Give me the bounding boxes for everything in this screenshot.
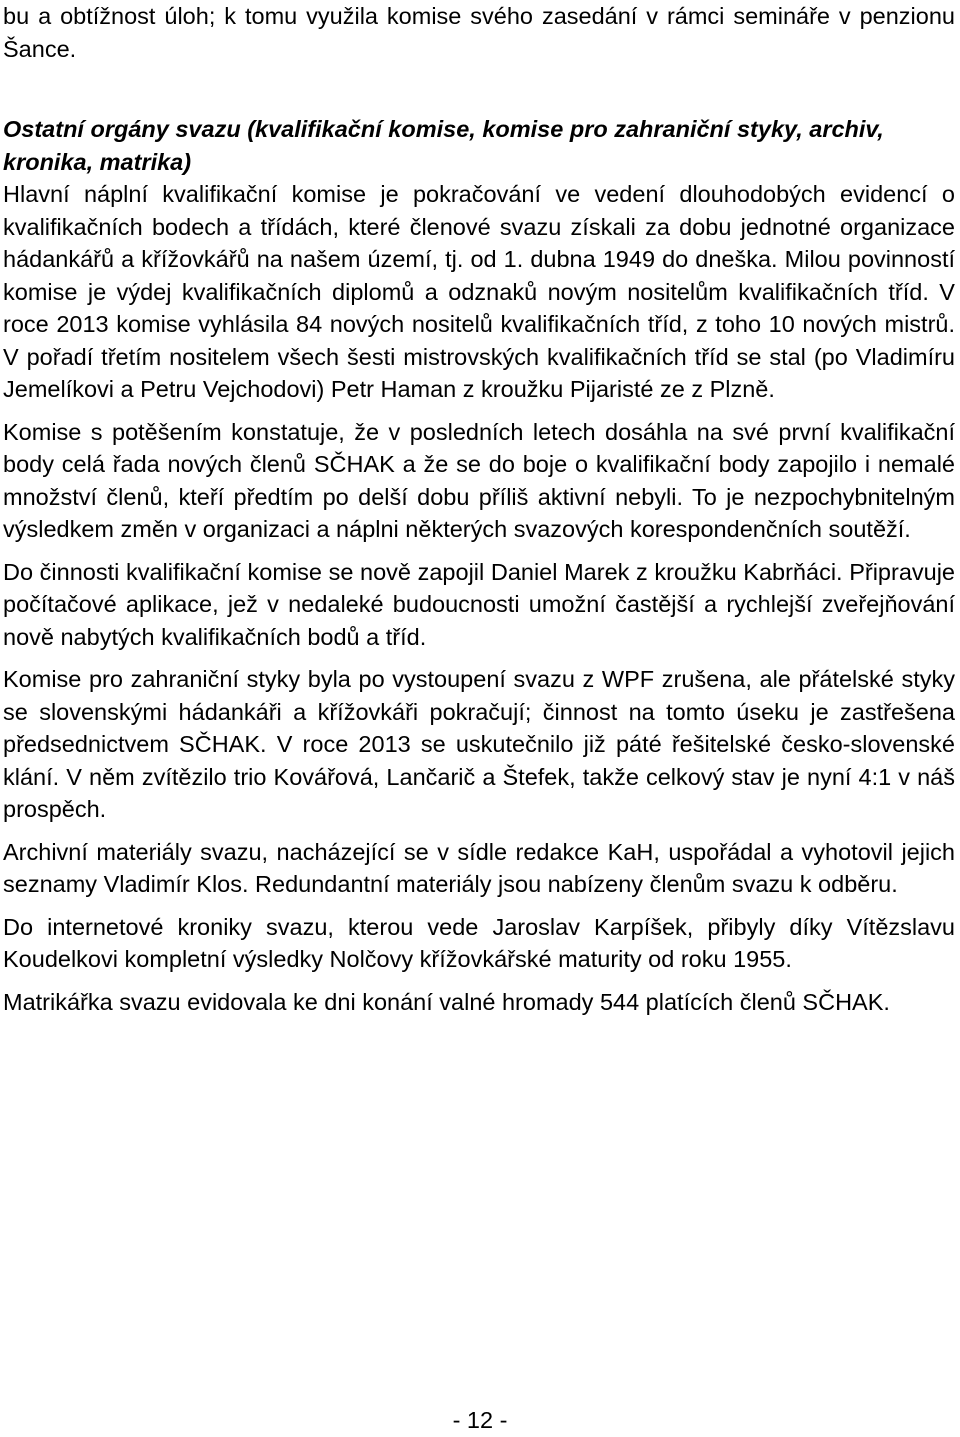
intro-paragraph-tail: bu a obtížnost úloh; k tomu využila komise svého zasedání v rámci semináře v penzionu Šance. [3, 3, 955, 62]
paragraph-daniel-marek: Do činnosti kvalifikační komise se nově zapojil Daniel Marek z kroužku Kabrňáci. Připravuje počítačové aplikace, jež v nedaleké budoucnosti umožní častější a rychlejší zveřejňování nově nabytých kvalifikačních bodů a tříd. [3, 558, 955, 650]
document-page [3, 0, 955, 1018]
paragraph-qualification-commission: Hlavní náplní kvalifikační komise je pokračování ve vedení dlouhodobých evidencí o kvalifikačních bodech a třídách, které členové svazu získali za dobu jednotné organizace hádankářů a křížovkářů na našem území, tj. od 1. dubna 1949 do dneška. Milou povinností komise je výdej kvalifikačních diplomů a odznaků novým nositelům kvalifikačních tříd. V roce 2013 komise vyhlásila 84 nových nositelů kvalifikačních tříd, z toho 10 nových mistrů. V pořadí třetím nositelem všech šesti mistrovských kvalifikačních tříd se stal (po Vladimíru Jemelíkovi a Petru Vejchodovi) Petr Haman z kroužku Pijaristé ze z Plzně. [3, 181, 955, 402]
paragraph-foreign-relations: Komise pro zahraniční styky byla po vystoupení svazu z WPF zrušena, ale přátelské styky se slovenskými hádankáři a křížovkáři pokračují; činnost na tomto úseku je zastřešena předsednictvem SČHAK. V roce 2013 se uskutečnilo již páté řešitelské česko-slovenské klání. V něm zvítězilo trio Kovářová, Lančarič a Štefek, takže celkový stav je nyní 4:1 v náš prospěch. [3, 666, 955, 822]
paragraph-archive: Archivní materiály svazu, nacházející se v sídle redakce KaH, uspořádal a vyhotovil jejich seznamy Vladimír Klos. Redundantní materiály jsou nabízeny členům svazu k odběru. [3, 838, 955, 897]
section-heading: Ostatní orgány svazu (kvalifikační komise, komise pro zahraniční styky, archiv, kronika, matrika) [3, 116, 884, 175]
page-number: - 12 - [452, 1407, 508, 1433]
paragraph-chronicle: Do internetové kroniky svazu, kterou vede Jaroslav Karpíšek, přibyly díky Vítězslavu Koudelkovi kompletní výsledky Nolčovy křížovkářské maturity od roku 1955. [3, 913, 955, 972]
paragraph-new-members: Komise s potěšením konstatuje, že v posledních letech dosáhla na své první kvalifikační body celá řada nových členů SČHAK a že se do boje o kvalifikační body zapojilo i nemalé množství členů, kteří předtím po delší dobu příliš aktivní nebyli. To je nezpochybnitelným výsledkem změn v organizaci a náplni některých svazových korespondenčních soutěží. [3, 418, 955, 542]
paragraph-registry: Matrikářka svazu evidovala ke dni konání valné hromady 544 platících členů SČHAK. [3, 988, 890, 1015]
